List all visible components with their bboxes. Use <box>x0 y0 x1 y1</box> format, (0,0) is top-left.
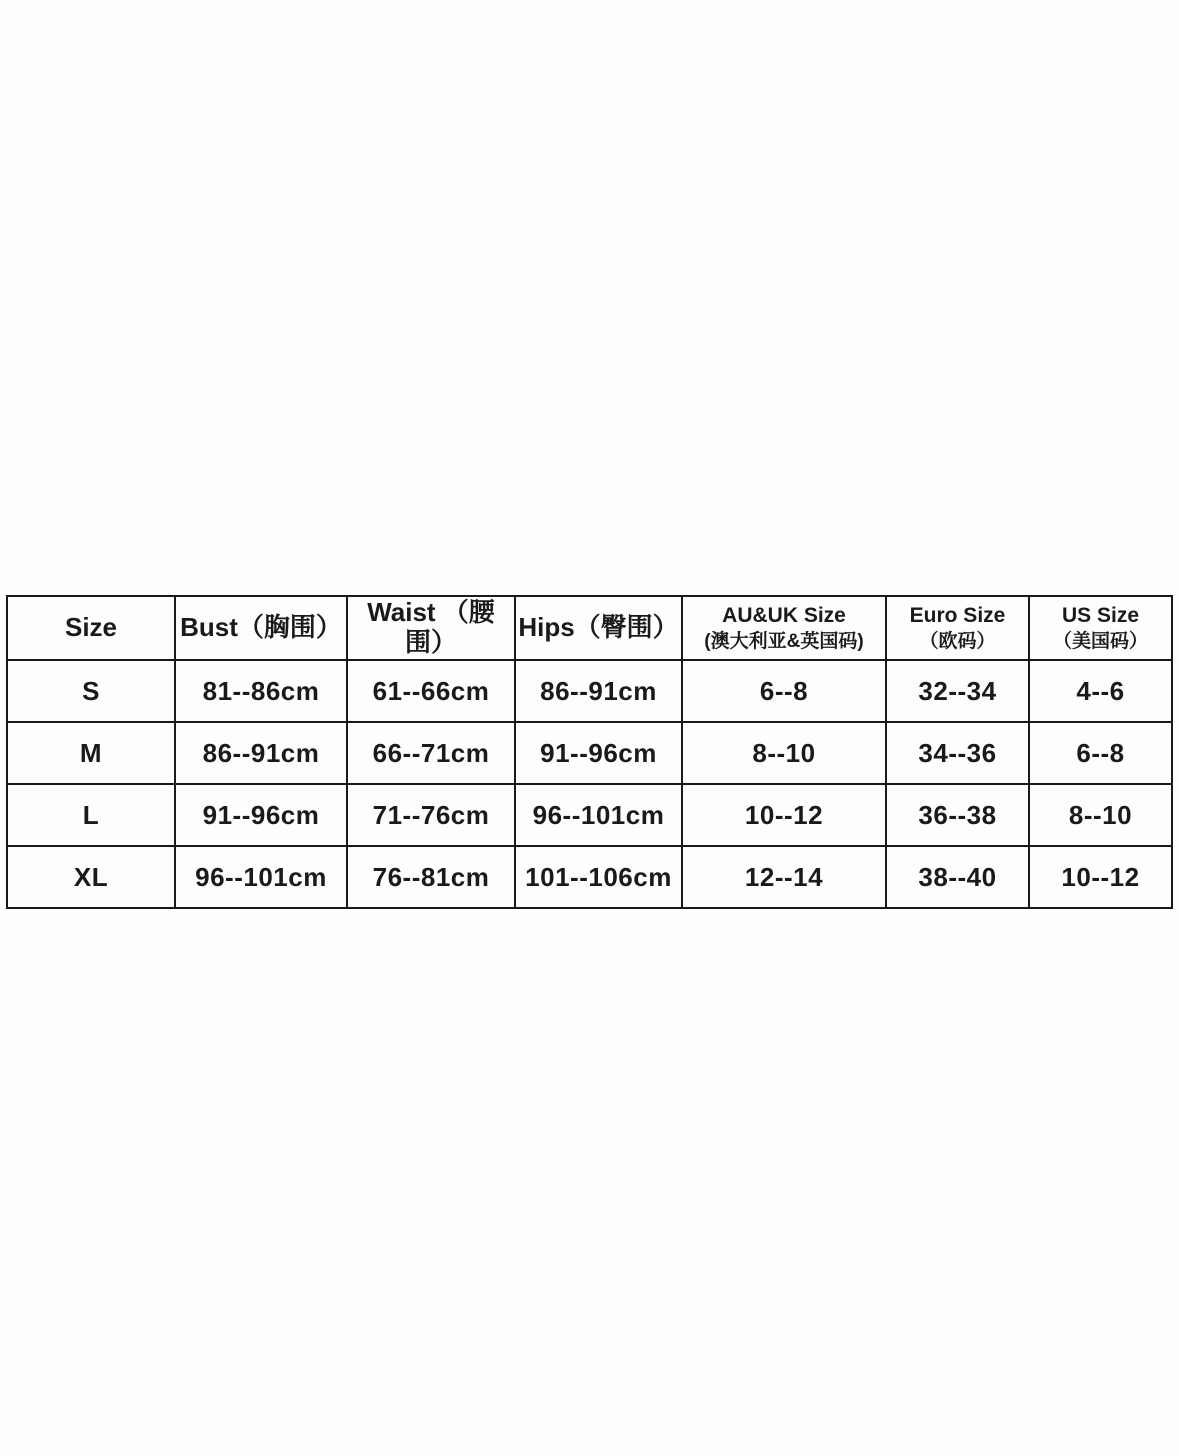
table-cell: S <box>7 660 175 722</box>
table-cell: 96--101cm <box>515 784 682 846</box>
table-cell: M <box>7 722 175 784</box>
table-cell: 76--81cm <box>347 846 515 908</box>
header-waist: Waist （腰围） <box>347 596 515 660</box>
table-cell: 91--96cm <box>515 722 682 784</box>
table-cell: 38--40 <box>886 846 1029 908</box>
size-chart-table <box>6 595 1173 909</box>
table-cell: 91--96cm <box>175 784 347 846</box>
table-row-s <box>7 660 1172 722</box>
table-cell: 66--71cm <box>347 722 515 784</box>
header-bust: Bust（胸围） <box>175 596 347 660</box>
header-us-size-label: US Size <box>1061 603 1140 627</box>
header-us-size-sublabel: （美国码） <box>1052 630 1148 652</box>
table-cell: 86--91cm <box>515 660 682 722</box>
table-cell: 10--12 <box>682 784 886 846</box>
header-size: Size <box>7 596 175 660</box>
table-cell: 6--8 <box>682 660 886 722</box>
table-cell: 8--10 <box>1029 784 1172 846</box>
header-hips: Hips（臀围） <box>515 596 682 660</box>
table-row-m <box>7 722 1172 784</box>
table-cell: 4--6 <box>1029 660 1172 722</box>
table-cell: 8--10 <box>682 722 886 784</box>
header-row <box>7 596 1172 660</box>
table-cell: 96--101cm <box>175 846 347 908</box>
table-cell: 12--14 <box>682 846 886 908</box>
table-row-xl <box>7 846 1172 908</box>
header-euro-size-sublabel: （欧码） <box>919 630 996 652</box>
header-auuk-size <box>682 596 886 660</box>
table-cell: XL <box>7 846 175 908</box>
table-row-l <box>7 784 1172 846</box>
table-cell: 81--86cm <box>175 660 347 722</box>
table-cell: 101--106cm <box>515 846 682 908</box>
header-auuk-size-label: AU&UK Size <box>722 603 846 627</box>
table-cell: 61--66cm <box>347 660 515 722</box>
table-cell: 71--76cm <box>347 784 515 846</box>
table-cell: L <box>7 784 175 846</box>
table-cell: 36--38 <box>886 784 1029 846</box>
table-cell: 32--34 <box>886 660 1029 722</box>
table-cell: 10--12 <box>1029 846 1172 908</box>
header-euro-size <box>886 596 1029 660</box>
table-cell: 86--91cm <box>175 722 347 784</box>
header-euro-size-label: Euro Size <box>909 603 1006 627</box>
table-cell: 6--8 <box>1029 722 1172 784</box>
header-auuk-size-sublabel: (澳大利亚&英国码) <box>704 630 864 652</box>
table-cell: 34--36 <box>886 722 1029 784</box>
header-us-size <box>1029 596 1172 660</box>
